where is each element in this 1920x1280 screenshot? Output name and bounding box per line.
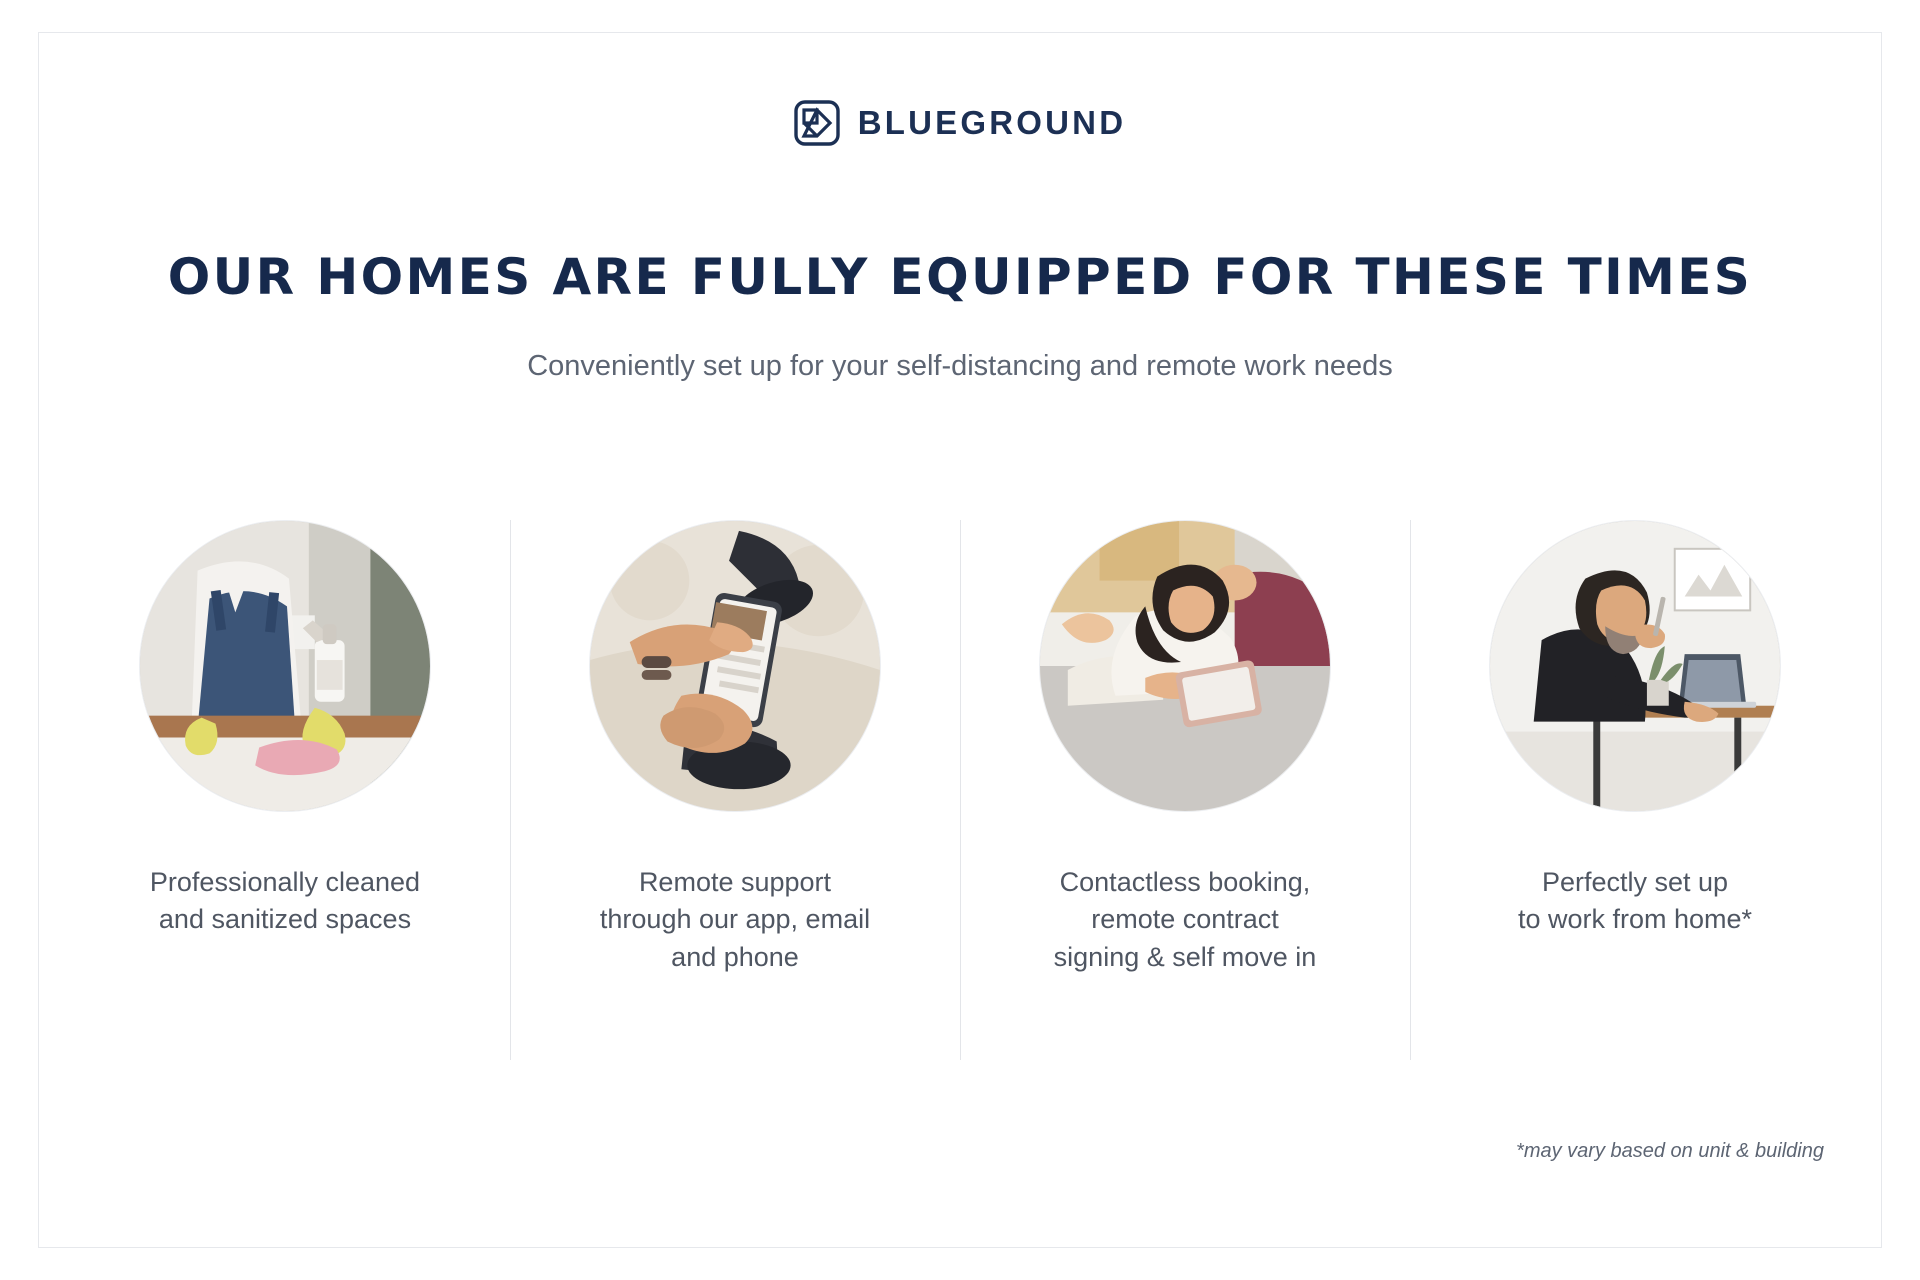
feature-column-cleaning bbox=[60, 520, 510, 939]
caption-line: and phone bbox=[671, 941, 799, 972]
page-subtitle: Conveniently set up for your self-distancing and remote work needs bbox=[527, 350, 1393, 382]
phone-support-photo bbox=[589, 520, 881, 812]
caption-line: through our app, email bbox=[599, 904, 871, 935]
feature-columns bbox=[60, 520, 1860, 976]
caption-line: Perfectly set up bbox=[1541, 867, 1729, 897]
feature-caption bbox=[600, 864, 870, 976]
feature-caption bbox=[150, 864, 420, 939]
brand-logo bbox=[0, 100, 1920, 146]
blueground-logo-icon bbox=[794, 100, 840, 146]
cleaning-photo bbox=[139, 520, 431, 812]
feature-caption bbox=[1054, 864, 1317, 976]
footnote: *may vary based on unit & building bbox=[1516, 1140, 1824, 1162]
work-from-home-photo bbox=[1489, 520, 1781, 812]
contactless-booking-photo bbox=[1039, 520, 1331, 812]
caption-line: to work from home* bbox=[1517, 904, 1753, 935]
caption-line: Remote support bbox=[638, 867, 832, 897]
caption-line: remote contract bbox=[1091, 904, 1279, 935]
caption-line: and sanitized spaces bbox=[158, 904, 412, 935]
brand-name: BLUEGROUND bbox=[857, 104, 1127, 141]
feature-column-work-from-home bbox=[1410, 520, 1860, 939]
feature-column-contactless-booking bbox=[960, 520, 1410, 976]
caption-line: Contactless booking, bbox=[1059, 867, 1311, 897]
feature-column-remote-support bbox=[510, 520, 960, 976]
feature-caption bbox=[1518, 864, 1752, 939]
caption-line: signing & self move in bbox=[1053, 941, 1317, 972]
page-title: OUR HOMES ARE FULLY EQUIPPED FOR THESE TIMES bbox=[167, 248, 1753, 306]
caption-line: Professionally cleaned bbox=[149, 867, 421, 897]
